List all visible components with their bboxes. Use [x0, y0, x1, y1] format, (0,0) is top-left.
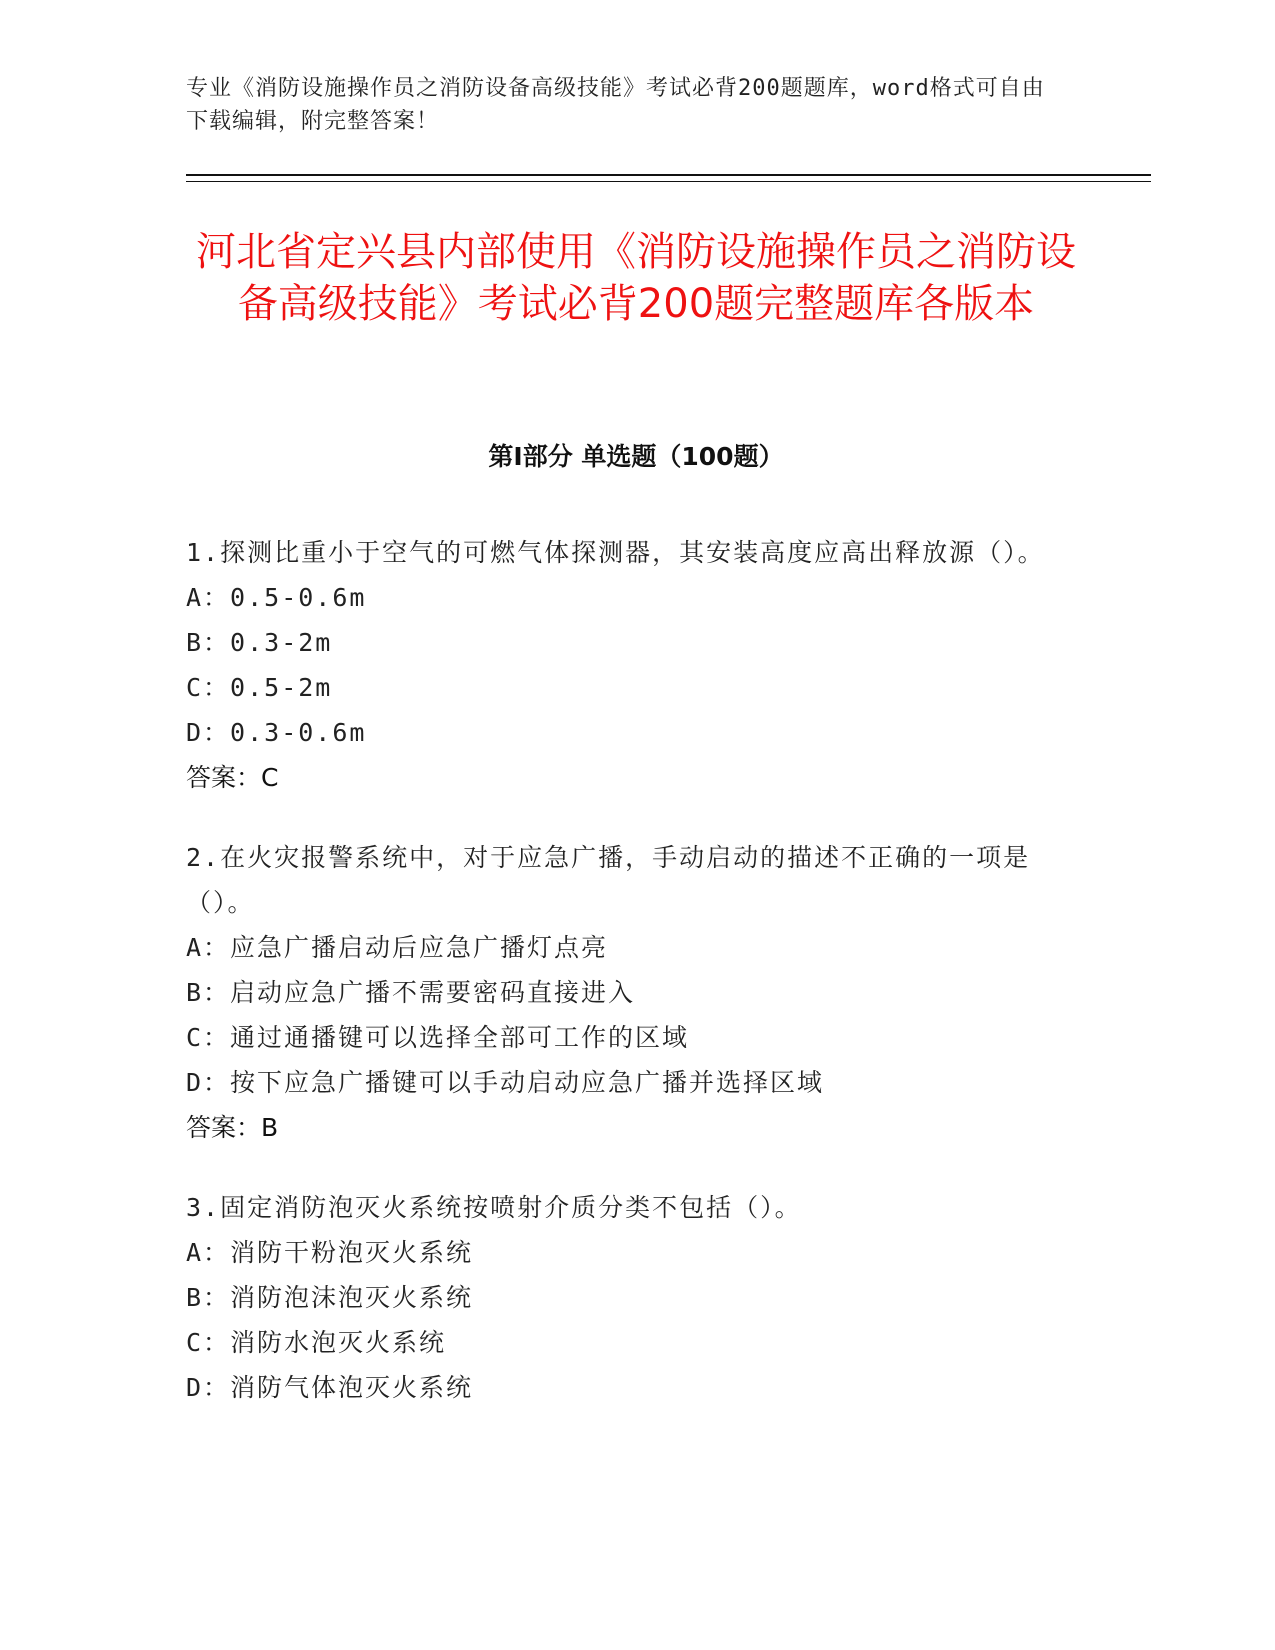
header-note: 专业《消防设施操作员之消防设备高级技能》考试必背200题题库，word格式可自由下载编辑，附完整答案！: [186, 76, 1045, 134]
header-rule-thick: [186, 174, 1151, 176]
option-c: C：通过通播键可以选择全部可工作的区域: [186, 1023, 690, 1052]
question-1: [186, 530, 1066, 800]
section-title: 第Ⅰ部分 单选题（100题）: [488, 442, 784, 471]
document-title: 河北省定兴县内部使用《消防设施操作员之消防设备高级技能》考试必背200题完整题库各版本: [196, 229, 1076, 327]
option-b: B：0.3-2m: [186, 628, 333, 657]
option-d: D：消防气体泡灭火系统: [186, 1373, 474, 1402]
option-d: D：0.3-0.6m: [186, 718, 367, 747]
answer-label: 答案：C: [186, 763, 279, 792]
header-rule-thin: [186, 181, 1151, 182]
answer-label: 答案：B: [186, 1113, 279, 1142]
question-list: [186, 530, 1066, 1445]
question-3: [186, 1185, 1066, 1410]
question-stem: 1.探测比重小于空气的可燃气体探测器，其安装高度应高出释放源（）。: [186, 538, 1045, 567]
question-stem: 3.固定消防泡灭火系统按喷射介质分类不包括（）。: [186, 1193, 802, 1222]
option-d: D：按下应急广播键可以手动启动应急广播并选择区域: [186, 1068, 825, 1097]
option-a: A：0.5-0.6m: [186, 583, 367, 612]
option-c: C：0.5-2m: [186, 673, 333, 702]
option-c: C：消防水泡灭火系统: [186, 1328, 447, 1357]
question-2: [186, 835, 1066, 1150]
option-b: B：消防泡沫泡灭火系统: [186, 1283, 474, 1312]
question-stem: 2.在火灾报警系统中，对于应急广播，手动启动的描述不正确的一项是（）。: [186, 843, 1031, 917]
option-b: B：启动应急广播不需要密码直接进入: [186, 978, 636, 1007]
option-a: A：消防干粉泡灭火系统: [186, 1238, 474, 1267]
option-a: A：应急广播启动后应急广播灯点亮: [186, 933, 609, 962]
